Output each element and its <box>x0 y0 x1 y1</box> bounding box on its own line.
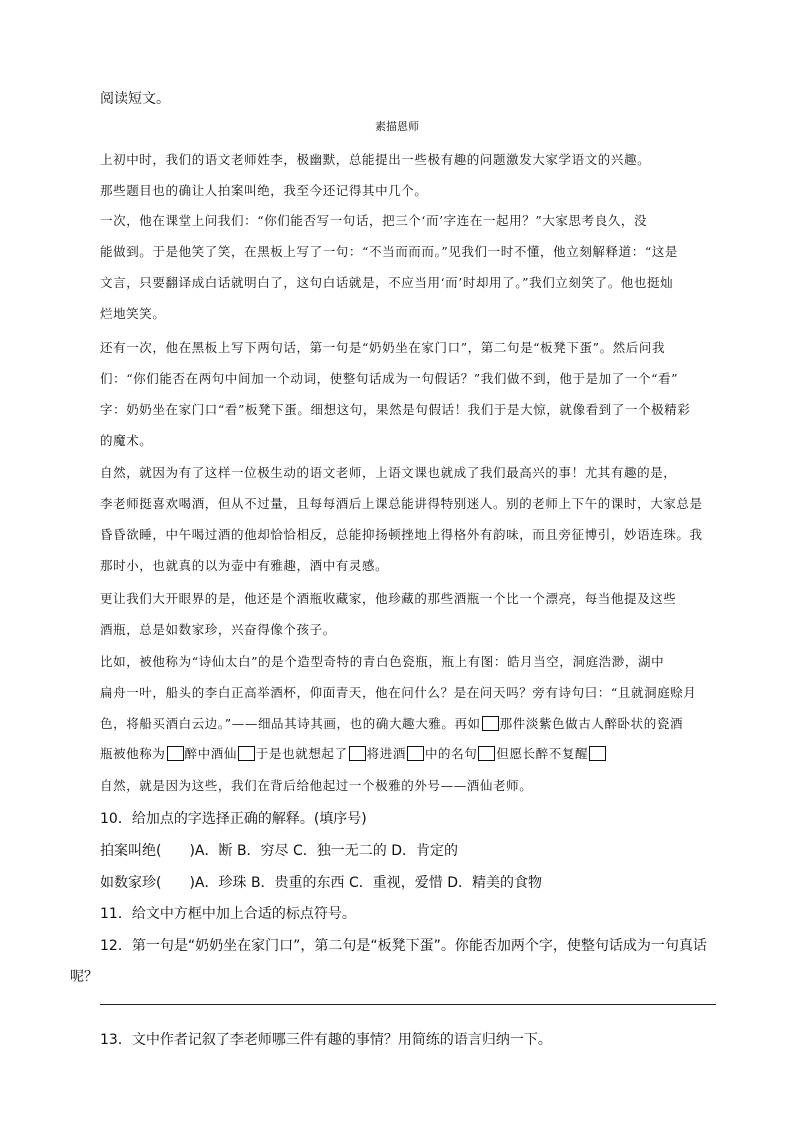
question-12-line: 12．第一句是“奶奶坐在家门口”，第二句是“板凳下蛋”。你能否加两个字，使整句话成为一句真话 <box>100 938 707 954</box>
paragraph-7-line <box>100 714 700 732</box>
question-10-item-a <box>100 840 700 860</box>
punctuation-box[interactable] <box>482 716 499 731</box>
paragraph-2: 那些题目也的确让人拍案叫绝，我至今还记得其中几个。 <box>100 183 428 198</box>
article-title: 素描恩师 <box>375 120 419 133</box>
answer-line[interactable] <box>100 1004 716 1005</box>
paragraph-7-text: 中的名句 <box>424 746 478 761</box>
punctuation-box[interactable] <box>167 746 184 761</box>
punctuation-box[interactable] <box>349 746 366 761</box>
paragraph-7-text: 醉中酒仙 <box>184 746 237 761</box>
paragraph-7-text: 那件淡紫色做古人醉卧状的瓷酒 <box>499 716 684 731</box>
paragraph-5-line: 李老师挺喜欢喝酒，但从不过量，且每每酒后上课总能讲得特别迷人。别的老师上下午的课时，大家总是 <box>100 496 703 511</box>
paragraph-5-line: 昏昏欲睡，中午喝过酒的他却恰恰相反，总能抑扬顿挫地上得格外有韵味，而且旁征博引，妙语连珠。我 <box>100 527 703 542</box>
punctuation-box[interactable] <box>407 746 424 761</box>
question-10b-options: )A．珍珠 B．贵重的东西 C．重视，爱惜 D．精美的食物 <box>189 875 543 891</box>
paragraph-4-line: 的魔术。 <box>100 433 153 448</box>
paragraph-4-line: 们：“你们能否在两句中间加一个动词，使整句话成为一句假话？”我们做不到，他于是加了一个“看” <box>100 371 679 386</box>
question-13: 13．文中作者记叙了李老师哪三件有趣的事情？用简练的语言归纳一下。 <box>100 1032 552 1048</box>
punctuation-box[interactable] <box>478 746 495 761</box>
punctuation-box[interactable] <box>238 746 255 761</box>
paragraph-7-text: 色，将船买酒白云边。”——细品其诗其画，也的确大趣大雅。再如 <box>100 716 481 731</box>
paragraph-3-line: 一次，他在课堂上问我们：“你们能否写一句话，把三个‘而’字连在一起用？”大家思考良久，没 <box>100 213 648 228</box>
question-12-line: 呢？ <box>70 969 98 985</box>
paragraph-5-line: 那时小，也就真的以为壶中有雅趣，酒中有灵感。 <box>100 558 389 573</box>
paragraph-7-text: 于是也就想起了 <box>255 746 348 761</box>
paragraph-7-line: 扁舟一叶，船头的李白正高举酒杯，仰面青天，他在问什么？是在问天吗？旁有诗句曰：“且就洞庭赊月 <box>100 685 697 700</box>
paragraph-5-line: 自然，就因为有了这样一位极生动的语文老师，上语文课也就成了我们最高兴的事！尤其有趣的是， <box>100 465 677 480</box>
paragraph-6-line: 更让我们大开眼界的是，他还是个酒瓶收藏家，他珍藏的那些酒瓶一个比一个漂亮，每当他提及这些 <box>100 591 677 606</box>
question-11: 11．给文中方框中加上合适的标点符号。 <box>100 906 356 922</box>
punctuation-box[interactable] <box>589 746 606 761</box>
paragraph-7-text: 瓶被他称为 <box>100 746 166 761</box>
paragraph-7-line <box>100 744 700 762</box>
paragraph-4-line: 字：奶奶坐在家门口“看”板凳下蛋。细想这句，果然是句假话！我们于是大惊，就像看到了一个极精彩 <box>100 402 691 417</box>
question-10b-word: 如数家珍( <box>100 875 162 891</box>
paragraph-1: 上初中时，我们的语文老师姓李，极幽默，总能提出一些极有趣的问题激发大家学语文的兴趣。 <box>100 152 651 167</box>
paragraph-7-line: 比如，被他称为“诗仙太白”的是个造型奇特的青白色瓷瓶，瓶上有图：皓月当空，洞庭浩渺，湖中 <box>100 654 665 669</box>
question-10: 10．给加点的字选择正确的解释。(填序号) <box>100 811 367 827</box>
question-10a-options: )A．断 B．穷尽 C．独一无二的 D．肯定的 <box>189 843 459 859</box>
paragraph-3-line: 文言，只要翻译成白话就明白了，这句白话就是，不应当用‘而’时却用了。”我们立刻笑了。他也挺灿 <box>100 275 674 290</box>
reading-instruction: 阅读短文。 <box>100 91 170 107</box>
paragraph-4-line: 还有一次，他在黑板上写下两句话，第一句是“奶奶坐在家门口”，第二句是“板凳下蛋”。然后问我 <box>100 340 666 355</box>
paragraph-7-text: 但愿长醉不复醒 <box>496 746 589 761</box>
paragraph-7-text: 将进酒 <box>366 746 406 761</box>
question-10-item-b <box>100 872 700 892</box>
paragraph-6-line: 酒瓶，总是如数家珍，兴奋得像个孩子。 <box>100 622 336 637</box>
paragraph-8: 自然，就是因为这些，我们在背后给他起过一个极雅的外号——酒仙老师。 <box>100 778 533 793</box>
paragraph-3-line: 能做到。于是他笑了笑，在黑板上写了一句：“不当而而而。”见我们一时不懂，他立刻解释道：“这是 <box>100 244 679 259</box>
paragraph-3-line: 烂地笑笑。 <box>100 306 166 321</box>
question-10a-word: 拍案叫绝( <box>100 843 162 859</box>
